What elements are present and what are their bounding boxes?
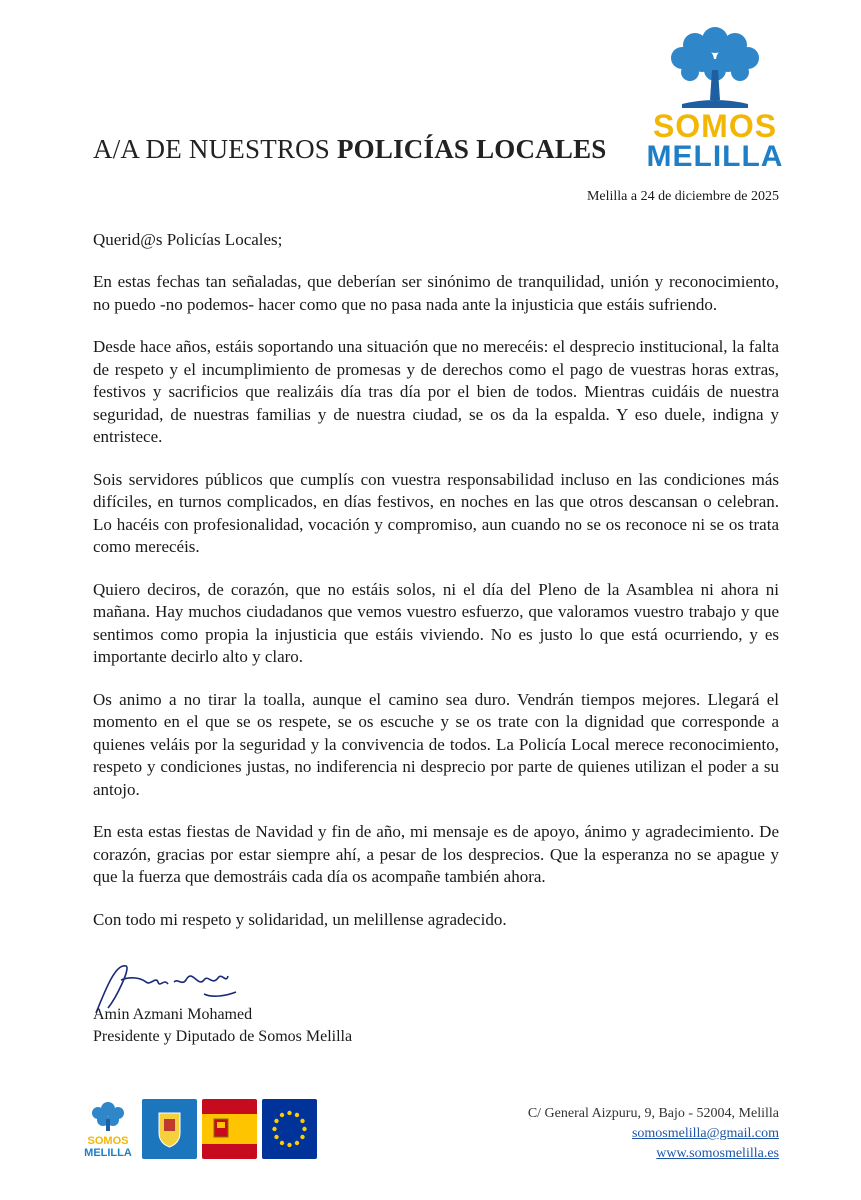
melilla-flag-icon (142, 1099, 197, 1159)
tree-icon (82, 1099, 134, 1135)
paragraph: En esta estas fiestas de Navidad y fin de año, mi mensaje es de apoyo, ánimo y agradecimiento. De corazón, gracias por estar siempre ahí, a pesar de los desprecios. Que la esperanza no se apague y que la fuerza que demostráis cada día os acompañe también ahora. (93, 822, 779, 886)
footer-website-link[interactable]: www.somosmelilla.es (656, 1146, 779, 1161)
footer-address-block (528, 1104, 779, 1164)
paragraph: Con todo mi respeto y solidaridad, un melillense agradecido. (93, 909, 507, 929)
footer-email-link[interactable]: somosmelilla@gmail.com (631, 1126, 779, 1141)
spain-flag-icon (202, 1099, 257, 1159)
signatory-role: Presidente y Diputado de Somos Melilla (93, 1028, 353, 1045)
title-bold: POLICÍAS LOCALES (336, 134, 607, 164)
letter-body (93, 271, 779, 951)
paragraph: Sois servidores públicos que cumplís con vuestra responsabilidad incluso en las condiciones más difíciles, en turnos complicados, en días festivos, en noches en las que otros descansan o celebran. Lo hacéis con profesionalidad, vocación y compromiso, aun cuando no se os reconoce ni se os trata como merecéis. (93, 469, 779, 556)
letter-date: Melilla a 24 de diciembre de 2025 (586, 189, 779, 204)
eu-flag-icon (262, 1099, 317, 1159)
logo-text-somos: SOMOS (652, 108, 778, 144)
somos-melilla-mini-logo (82, 1099, 134, 1161)
signatory-name: Amin Azmani Mohamed (93, 1006, 253, 1023)
title-prefix: A/A DE NUESTROS (93, 134, 337, 164)
paragraph: Quiero deciros, de corazón, que no estáis solos, ni el día del Pleno de la Asamblea ni ahora ni mañana. Hay muchos ciudadanos que vemos vuestro esfuerzo, que valoramos vuestro trabajo y que sentimos como propia la injusticia que estáis viviendo. No es justo lo que está ocurriendo, y es importante decirlo alto y claro. (93, 579, 779, 666)
greeting: Querid@s Policías Locales; (93, 230, 283, 249)
mini-logo-somos: SOMOS (87, 1135, 129, 1147)
paragraph: Desde hace años, estáis soportando una situación que no merecéis: el desprecio institucional, la falta de respeto y el incumplimiento de promesas y de derechos como el pago de vuestras horas extras, festivos y sacrificios que realizáis día tras día por el bien de todos. Mientras cuidáis de nuestra seguridad, de nuestras familias y de nuestra ciudad, se os da la espalda. Y eso duele, indigna y entristece. (93, 337, 779, 446)
somos-melilla-logo (640, 20, 790, 173)
mini-logo-melilla: MELILLA (84, 1147, 132, 1159)
footer-address: C/ General Aizpuru, 9, Bajo - 52004, Melilla (527, 1106, 779, 1121)
letter-title (93, 134, 607, 165)
tree-icon (662, 20, 768, 110)
paragraph: En estas fechas tan señaladas, que deberían ser sinónimo de tranquilidad, unión y reconocimiento, no puedo -no podemos- hacer como que no pasa nada ante la injusticia que estáis sufriendo. (93, 272, 779, 314)
paragraph: Os animo a no tirar la toalla, aunque el camino sea duro. Vendrán tiempos mejores. Llegará el momento en el que se os respete, se os escuche y se os trate con la dignidad que corresponde a quienes veláis por la seguridad y la convivencia de todos. La Policía Local merece reconocimiento, respeto y condiciones justas, no indiferencia ni desprecio por parte de quienes utilizan el poder a su antojo. (93, 689, 779, 799)
footer-logos (82, 1099, 322, 1161)
logo-text-melilla: MELILLA (646, 140, 784, 173)
